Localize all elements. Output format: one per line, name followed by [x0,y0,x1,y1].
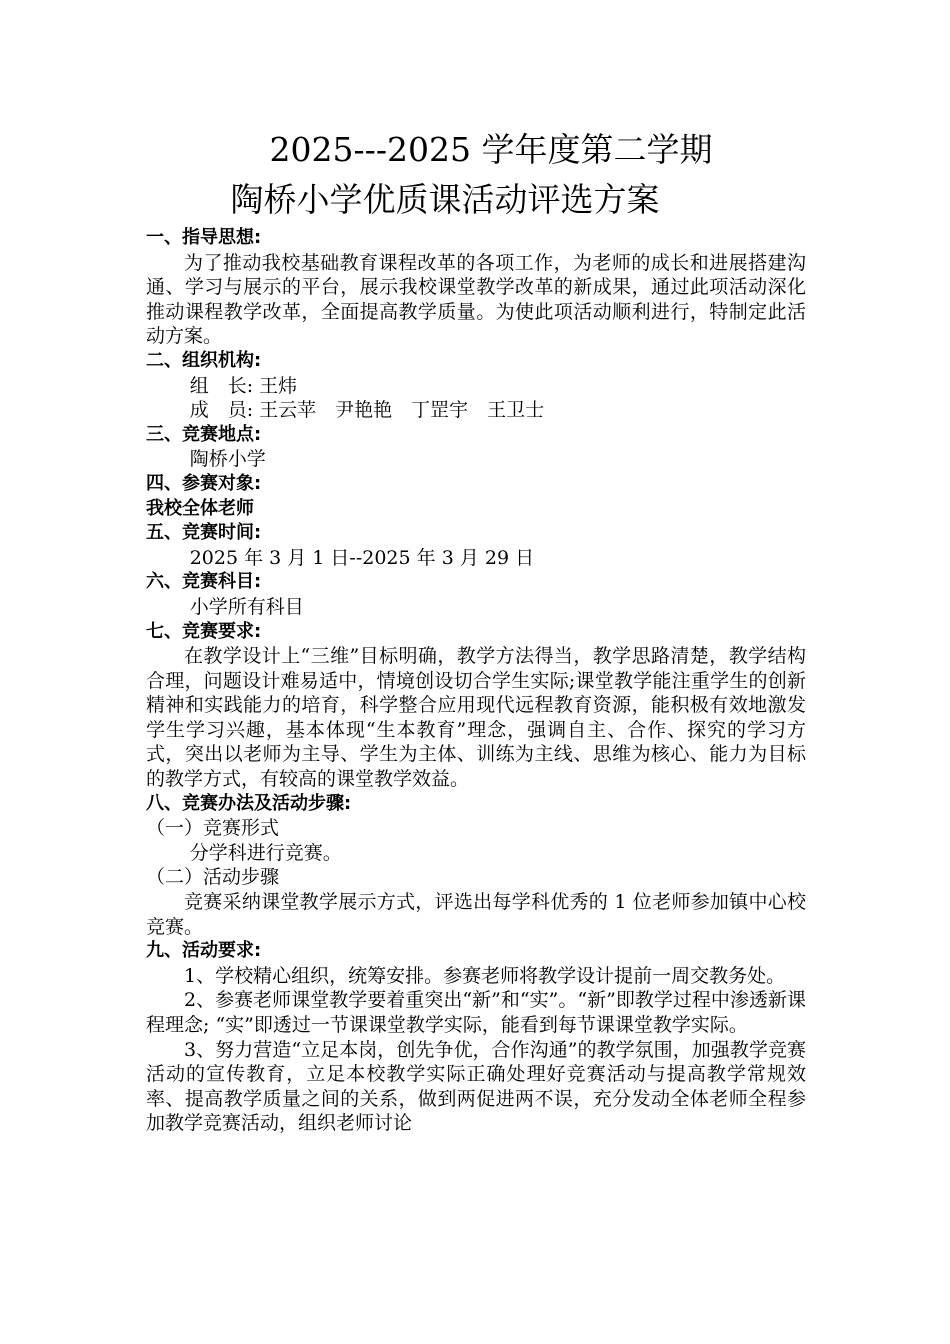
org-members-label: 成 员: [189,399,254,422]
section-text-5: 2025 年 3 月 1 日--2025 年 3 月 29 日 [189,546,535,569]
section-heading-5: 五、竞赛时间: [146,522,262,544]
requirement-item-2: 2、参赛老师课堂教学要着重突出“新”和“实”。“新”即教学过程中渗透新课程理念; “实”即透过一节课课堂教学实际，能看到每节课课堂教学实际。 [146,989,806,1036]
subsection-heading-8-2: （二）活动步骤 [146,866,280,889]
section-text-7: 在教学设计上“三维”目标明确，教学方法得当，教学思路清楚，教学结构合理，问题设计难易适中，情境创设切合学生实际;课堂教学能注重学生的创新精神和实践能力的培育，科学整合应用现代远程教育资源，能积极有效地激发学生学习兴趣，基本体现“生本教育”理念，强调自主、合作、探究的学习方式，突出以老师为主导、学生为主体、训练为主线、思维为核心、能力为目标的教学方式，有较高的课堂教学效益。 [146,645,806,791]
document-title-line1: 2025---2025 学年度第二学期 [269,130,713,169]
section-heading-8: 八、竞赛办法及活动步骤: [146,792,352,814]
section-heading-2: 二、组织机构: [146,349,262,371]
section-text-6: 小学所有科目 [189,595,304,618]
section-text-3: 陶桥小学 [189,448,266,471]
section-heading-9: 九、活动要求: [146,940,262,962]
section-heading-1: 一、指导思想: [146,227,262,248]
document-title-line2: 陶桥小学优质课活动评选方案 [230,180,660,219]
org-members-row [146,398,806,423]
org-leader-label: 组 长: [189,374,254,397]
org-leader-name: 王炜 [259,374,298,397]
section-heading-3: 三、竞赛地点: [146,423,262,445]
subsection-heading-8-1: （一）竞赛形式 [146,817,280,840]
document-body [146,226,806,1136]
section-text-4: 我校全体老师 [146,497,254,519]
section-heading-4: 四、参赛对象: [146,472,262,494]
requirement-item-1: 1、学校精心组织，统筹安排。参赛老师将教学设计提前一周交教务处。 [184,964,786,987]
subsection-text-8-2: 竞赛采纳课堂教学展示方式，评选出每学科优秀的 1 位老师参加镇中心校竞赛。 [146,891,806,938]
org-leader-row [146,374,806,399]
subsection-text-8-1: 分学科进行竞赛。 [189,841,342,864]
section-text-1: 为了推动我校基础教育课程改革的各项工作，为老师的成长和进展搭建沟通、学习与展示的平台，展示我校课堂教学改革的新成果，通过此项活动深化推动课程教学改革，全面提高教学质量。为使此项活动顺利进行，特制定此活动方案。 [146,251,806,348]
section-heading-7: 七、竞赛要求: [146,620,262,642]
section-heading-6: 六、竞赛科目: [146,571,262,593]
org-members-names: 王云苹 尹艳艳 丁罡宇 王卫士 [259,399,545,422]
requirement-item-3: 3、努力营造“立足本岗，创先争优，合作沟通”的教学氛围，加强教学竞赛活动的宣传教育，立足本校教学实际正确处理好竞赛活动与提高教学常规效率、提高教学质量之间的关系，做到两促进两不误，充分发动全体老师全程参加教学竞赛活动，组织老师讨论 [146,1038,806,1135]
